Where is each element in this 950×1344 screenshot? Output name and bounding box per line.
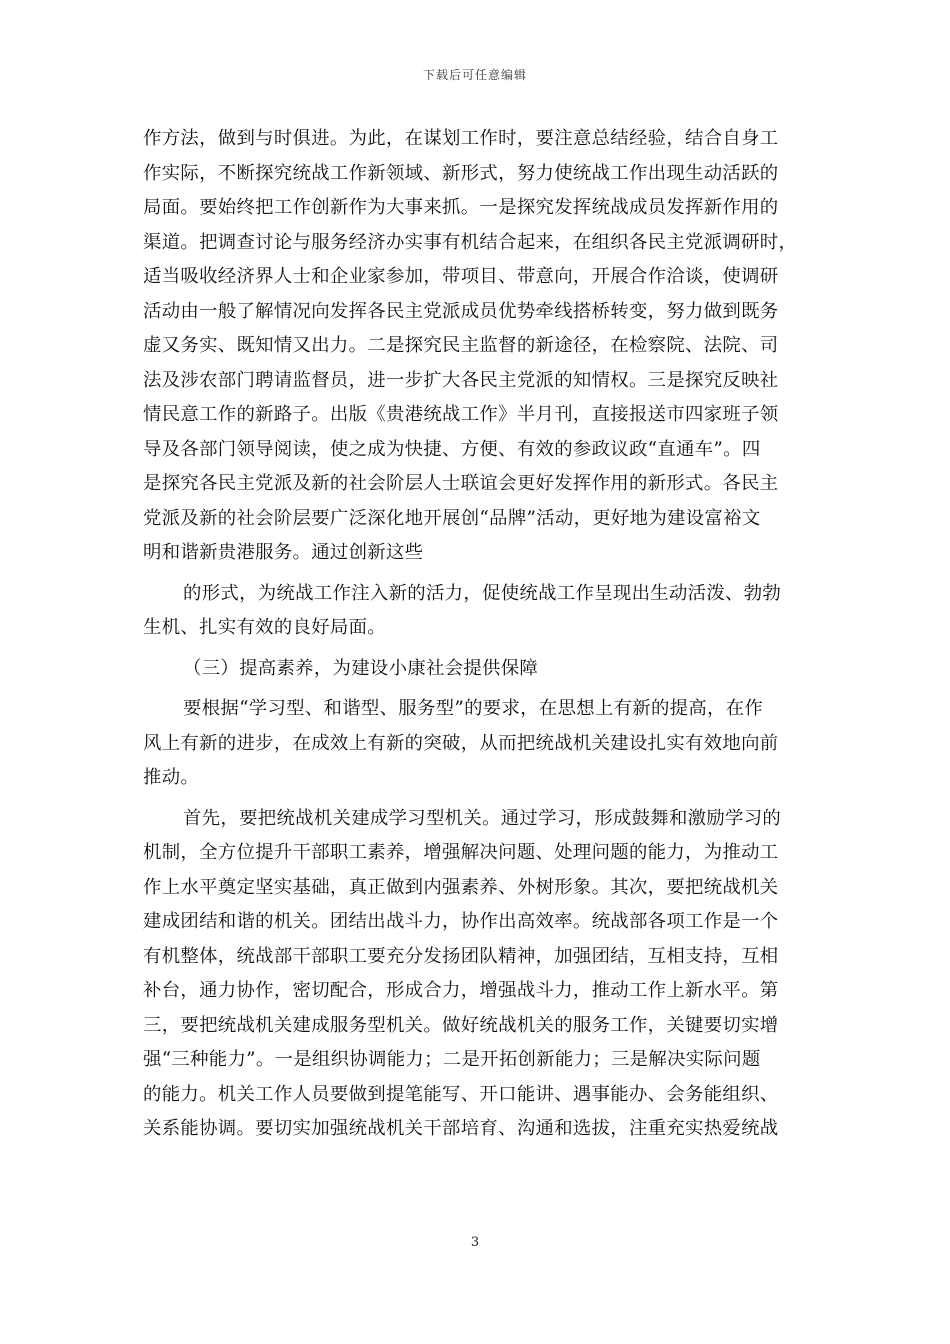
paragraph [143, 577, 808, 646]
text-line: 生机、扎实有效的良好局面。 [143, 617, 386, 638]
paragraph [143, 802, 808, 1147]
paragraph [143, 692, 808, 796]
page-number: 3 [470, 1235, 480, 1250]
text-line: 的能力。机关工作人员要做到提笔能写、开口能讲、遇事能办、会务能组织、 [143, 1083, 779, 1105]
text-line: 机制，全方位提升干部职工素养，增强解决问题、处理问题的能力，为推动工 [143, 842, 779, 863]
text-line: 的形式，为统战工作注入新的活力，促使统战工作呈现出生动活泼、勃勃 [183, 582, 782, 604]
text-line: 活动由一般了解情况向发挥各民主党派成员优势牵线搭桥转变，努力做到既务 [143, 300, 779, 322]
text-line: 导及各部门领导阅读，使之成为快捷、方便、有效的参政议政“直通车”。四 [143, 438, 761, 460]
text-line: 作实际，不断探究统战工作新领域、新形式，努力使统战工作出现生动活跃的 [143, 162, 779, 184]
text-line: 补台，通力协作，密切配合，形成合力，增强战斗力，推动工作上新水平。第 [143, 980, 779, 1001]
text-line: 虚又务实、既知情又出力。二是探究民主监督的新途径，在检察院、法院、司 [143, 335, 779, 356]
text-line: 法及涉农部门聘请监督员，进一步扩大各民主党派的知情权。三是探究反映社 [143, 369, 779, 391]
text-line: 关系能协调。要切实加强统战机关干部培育、沟通和选拔，注重充实热爱统战 [143, 1118, 779, 1139]
text-line: （三）提高素养，为建设小康社会提供保障 [183, 657, 539, 679]
text-line: 要根据“学习型、和谐型、服务型”的要求，在思想上有新的提高，在作 [183, 698, 764, 719]
text-line: 明和谐新贵港服务。通过创新这些 [143, 542, 424, 563]
text-line: 风上有新的进步，在成效上有新的突破，从而把统战机关建设扎实有效地向前 [143, 732, 779, 754]
text-line: 渠道。把调查讨论与服务经济办实事有机结合起来，在组织各民主党派调研时， [143, 231, 798, 253]
text-line: 作方法，做到与时俱进。为此，在谋划工作时，要注意总结经验，结合自身工 [143, 128, 779, 149]
text-line: 适当吸收经济界人士和企业家参加，带项目、带意向，开展合作洽谈，使调研 [143, 266, 779, 287]
text-line: 是探究各民主党派及新的社会阶层人士联谊会更好发挥作用的新形式。各民主 [143, 473, 779, 494]
text-line: 作上水平奠定坚实基础，真正做到内强素养、外树形象。其次，要把统战机关 [143, 876, 779, 898]
paragraph [143, 122, 808, 571]
text-line: 推动。 [143, 767, 200, 788]
text-line: 党派及新的社会阶层要广泛深化地开展创“品牌”活动，更好地为建设富裕文 [143, 507, 761, 529]
text-line: 情民意工作的新路子。出版《贵港统战工作》半月刊，直接报送市四家班子领 [143, 404, 779, 425]
paragraph [143, 652, 808, 687]
document-body [143, 122, 808, 1147]
text-line: 强“三种能力”。一是组织协调能力；二是开拓创新能力；三是解决实际问题 [143, 1049, 761, 1070]
text-line: 三，要把统战机关建成服务型机关。做好统战机关的服务工作，关键要切实增 [143, 1014, 779, 1036]
text-line: 有机整体，统战部干部职工要充分发扬团队精神，加强团结，互相支持，互相 [143, 945, 779, 967]
text-line: 首先，要把统战机关建成学习型机关。通过学习，形成鼓舞和激励学习的 [183, 807, 782, 829]
text-line: 建成团结和谐的机关。团结出战斗力，协作出高效率。统战部各项工作是一个 [143, 911, 779, 932]
text-line: 局面。要始终把工作创新作为大事来抓。一是探究发挥统战成员发挥新作用的 [143, 197, 779, 218]
page-header: 下载后可任意编辑 [422, 68, 527, 82]
